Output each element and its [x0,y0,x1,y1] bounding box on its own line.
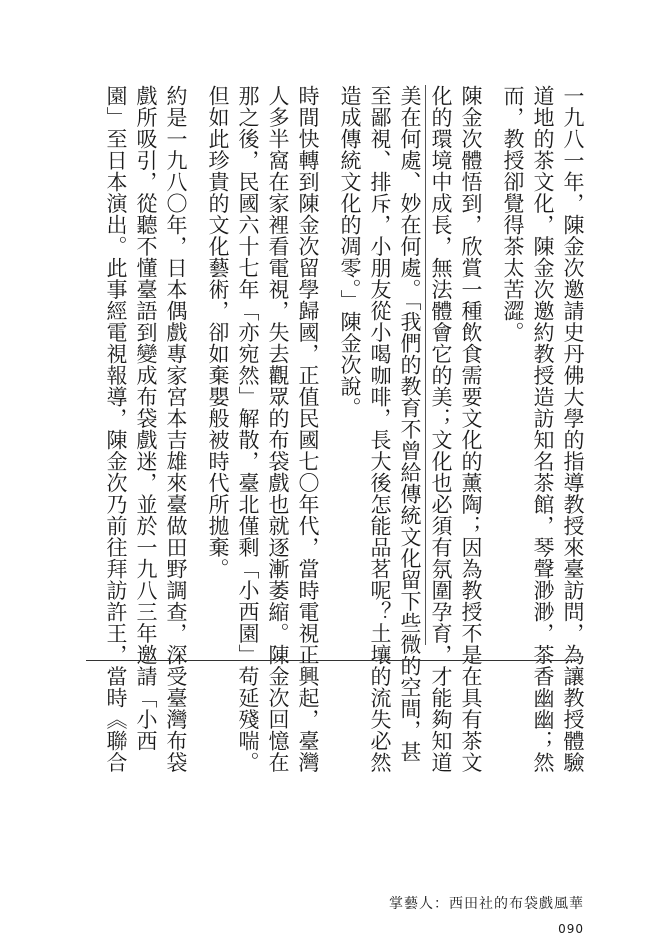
text-column: 戲所吸引，從聽不懂臺語到變成布袋戲迷，並於一九八三年邀請「小西 [134,85,158,752]
horizontal-divider [86,660,578,661]
text-column: 美在何處、妙在何處。「我們的教育不曾給傳統文化留下些微的空間，甚 [398,85,422,763]
text-column: 造成傳統文化的凋零。」陳金次說。 [338,85,362,419]
text-column: 人多半窩在家裡看電視，失去觀眾的布袋戲也就逐漸萎縮。陳金次回憶在 [266,85,290,773]
text-column: 時間快轉到陳金次留學歸國，正值民國七〇年代，當時電視正興起，臺灣 [296,85,320,773]
running-title: 掌藝人：西田社的布袋戲風華 [389,896,584,912]
text-column: 一九八一年，陳金次邀請史丹佛大學的指導教授來臺訪問，為讓教授體驗 [561,85,585,773]
text-column: 園」至日本演出。此事經電視報導，陳金次乃前往拜訪許王，當時《聯合 [104,85,128,773]
paragraph-gap [323,85,335,645]
text-column: 道地的茶文化，陳金次邀約教授造訪知名茶館，琴聲渺渺，茶香幽幽；然 [531,85,555,773]
text-column: 而，教授卻覺得茶太苦澀。 [501,85,525,343]
text-column: 化的環境中成長，無法體會它的美；文化也必須有氛圍孕育，才能夠知道 [425,85,456,645]
text-column: 那之後，民國六十七年「亦宛然」解散，臺北僅剩「小西園」苟延殘喘。 [236,85,260,773]
paragraph-gap [191,85,203,645]
page-number: 090 [558,922,584,936]
text-column: 但如此珍貴的文化藝術，卻如棄嬰般被時代所拋棄。 [206,85,230,580]
vertical-text-body [101,85,588,773]
text-column: 至鄙視、排斥，小朋友從小喝咖啡，長大後怎能品茗呢？土壤的流失必然 [368,85,392,773]
text-column: 約是一九八〇年，日本偶戲專家宮本吉雄來臺做田野調查，深受臺灣布袋 [164,85,188,773]
paragraph-gap [486,85,498,645]
text-column: 陳金次體悟到，欣賞一種飲食需要文化的薰陶；因為教授不是在具有茶文 [459,85,483,773]
